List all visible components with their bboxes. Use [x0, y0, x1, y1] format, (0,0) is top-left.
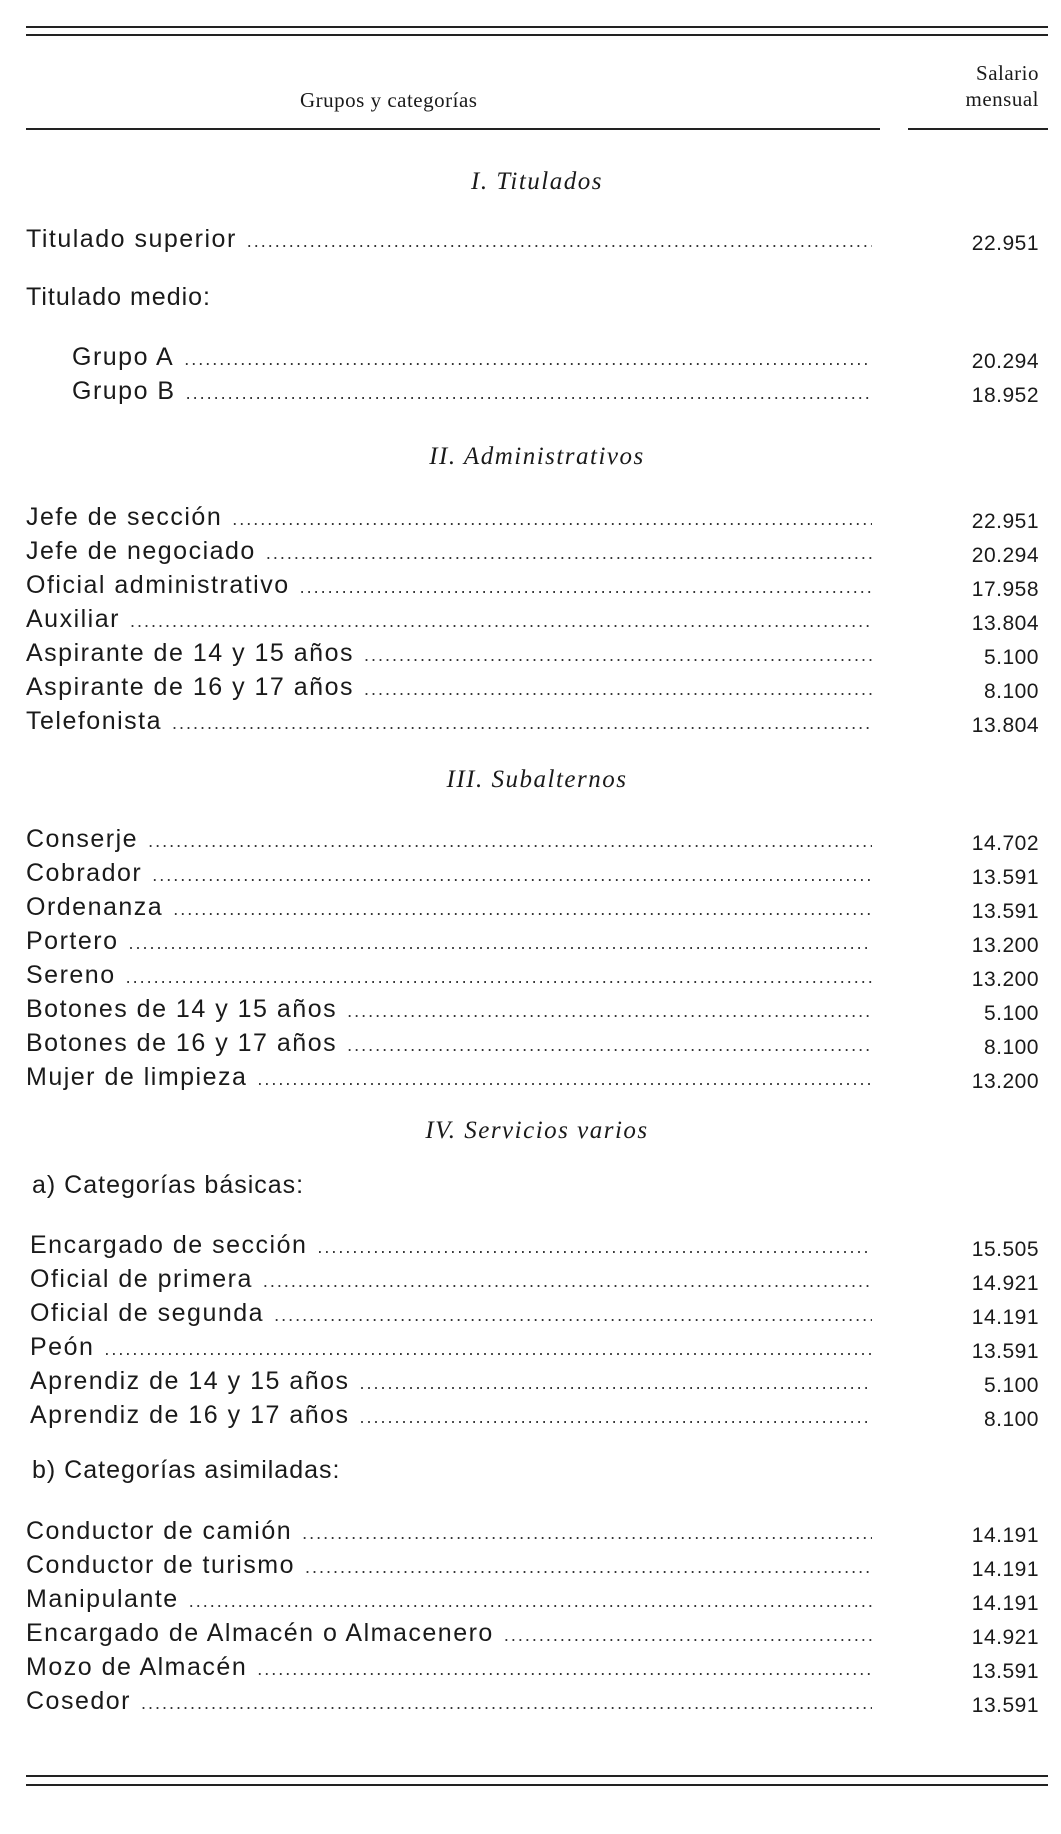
leader-dots [172, 713, 872, 734]
row-label: Conductor de camión [26, 1517, 293, 1545]
leader-dots [305, 1557, 872, 1578]
leader-dots [126, 967, 872, 988]
header-rule-left [26, 128, 880, 130]
table-row [26, 707, 872, 741]
leader-dots [274, 1305, 872, 1326]
row-label: Telefonista [26, 707, 163, 735]
row-label: Manipulante [26, 1585, 179, 1613]
row-value: 5.100 [983, 646, 1039, 669]
table-row [72, 343, 872, 377]
table-row [26, 995, 872, 1029]
leader-dots [128, 933, 872, 954]
leader-dots [266, 543, 872, 564]
row-value: 22.951 [971, 510, 1039, 533]
table-row [26, 893, 872, 927]
leader-dots [360, 1407, 872, 1428]
leader-dots [104, 1339, 872, 1360]
leader-dots [317, 1237, 872, 1258]
row-value: 13.200 [971, 1070, 1039, 1093]
row-value: 8.100 [983, 1036, 1039, 1059]
row-value: 14.191 [971, 1306, 1039, 1329]
leader-dots [347, 1001, 872, 1022]
table-row [26, 927, 872, 961]
row-label: Botones de 14 y 15 años [26, 995, 338, 1023]
table-row [30, 1333, 872, 1367]
section-title-administrativos: II. Administrativos [429, 443, 645, 470]
row-label: Aspirante de 16 y 17 años [26, 673, 354, 701]
table-row [26, 859, 872, 893]
leader-dots [148, 831, 872, 852]
table-row [26, 503, 872, 537]
salary-header-line2: mensual [965, 87, 1039, 111]
column-header-groups: Grupos y categorías [300, 88, 478, 112]
row-label: Portero [26, 927, 119, 955]
row-label: Encargado de Almacén o Almacenero [26, 1619, 494, 1647]
header-rule-right [908, 128, 1048, 130]
row-label: Grupo B [72, 377, 176, 405]
row-label: Sereno [26, 961, 116, 989]
subgroup-categorias-asimiladas: b) Categorías asimiladas: [32, 1456, 341, 1484]
table-row [26, 1687, 872, 1721]
subgroup-categorias-basicas: a) Categorías básicas: [32, 1171, 305, 1199]
row-value: 13.804 [971, 612, 1039, 635]
row-value: 5.100 [983, 1374, 1039, 1397]
top-double-rule [26, 26, 1048, 36]
leader-dots [130, 611, 872, 632]
row-value: 13.200 [971, 968, 1039, 991]
leader-dots [504, 1625, 872, 1646]
leader-dots [141, 1693, 872, 1714]
row-label: Mozo de Almacén [26, 1653, 248, 1681]
row-label: Cobrador [26, 859, 143, 887]
row-label: Mujer de limpieza [26, 1063, 248, 1091]
row-value: 14.191 [971, 1592, 1039, 1615]
row-label: Auxiliar [26, 605, 120, 633]
row-value: 13.591 [971, 1660, 1039, 1683]
table-row [30, 1299, 872, 1333]
leader-dots [300, 577, 872, 598]
row-label: Encargado de sección [30, 1231, 308, 1259]
row-value: 8.100 [983, 680, 1039, 703]
row-value: 14.191 [971, 1524, 1039, 1547]
section-title-titulados: I. Titulados [471, 168, 603, 195]
row-value: 17.958 [971, 578, 1039, 601]
row-label: Peón [30, 1333, 95, 1361]
table-row [26, 1063, 872, 1097]
row-label: Oficial administrativo [26, 571, 290, 599]
leader-dots [257, 1659, 872, 1680]
table-row [26, 605, 872, 639]
row-value: 14.191 [971, 1558, 1039, 1581]
row-value: 18.952 [971, 384, 1039, 407]
leader-dots [186, 383, 872, 404]
row-label: Jefe de sección [26, 503, 223, 531]
leader-dots [189, 1591, 872, 1612]
leader-dots [364, 645, 872, 666]
row-value: 5.100 [983, 1002, 1039, 1025]
row-value: 13.591 [971, 900, 1039, 923]
row-label: Botones de 16 y 17 años [26, 1029, 338, 1057]
section-title-servicios-varios: IV. Servicios varios [425, 1117, 649, 1144]
bottom-double-rule [26, 1775, 1048, 1786]
table-row [26, 1653, 872, 1687]
table-row [26, 1619, 872, 1653]
row-label: Oficial de segunda [30, 1299, 265, 1327]
row-value: 13.200 [971, 934, 1039, 957]
row-label: Jefe de negociado [26, 537, 256, 565]
table-row [26, 1551, 872, 1585]
section-title-subalternos: III. Subalternos [446, 766, 628, 793]
leader-dots [184, 349, 872, 370]
row-label: Aprendiz de 16 y 17 años [30, 1401, 350, 1429]
column-header-salary [899, 60, 1039, 112]
table-row [26, 1585, 872, 1619]
row-value: 13.804 [971, 714, 1039, 737]
leader-dots [232, 509, 872, 530]
leader-dots [257, 1069, 872, 1090]
leader-dots [347, 1035, 872, 1056]
leader-dots [247, 231, 872, 252]
row-label: Grupo A [72, 343, 175, 371]
leader-dots [263, 1271, 872, 1292]
row-value: 14.702 [971, 832, 1039, 855]
row-value: 14.921 [971, 1626, 1039, 1649]
row-value: 13.591 [971, 1694, 1039, 1717]
table-row [30, 1367, 872, 1401]
leader-dots [364, 679, 872, 700]
row-value: 15.505 [971, 1238, 1039, 1261]
table-row [26, 1029, 872, 1063]
row-label: Titulado superior [26, 225, 237, 253]
subgroup-titulado-medio: Titulado medio: [26, 283, 211, 311]
leader-dots [302, 1523, 872, 1544]
row-label: Conserje [26, 825, 139, 853]
table-row [26, 1517, 872, 1551]
table-row [26, 225, 872, 259]
row-label: Aprendiz de 14 y 15 años [30, 1367, 350, 1395]
table-row [72, 377, 872, 411]
row-value: 14.921 [971, 1272, 1039, 1295]
row-label: Oficial de primera [30, 1265, 253, 1293]
table-row [26, 639, 872, 673]
table-row [26, 537, 872, 571]
leader-dots [360, 1373, 872, 1394]
row-label: Conductor de turismo [26, 1551, 296, 1579]
table-row [26, 825, 872, 859]
table-row [30, 1401, 872, 1435]
row-value: 22.951 [971, 232, 1039, 255]
table-row [30, 1231, 872, 1265]
table-row [26, 673, 872, 707]
row-value: 13.591 [971, 1340, 1039, 1363]
row-label: Ordenanza [26, 893, 164, 921]
row-value: 13.591 [971, 866, 1039, 889]
row-label: Aspirante de 14 y 15 años [26, 639, 354, 667]
row-value: 8.100 [983, 1408, 1039, 1431]
salary-header-line1: Salario [976, 61, 1039, 85]
row-value: 20.294 [971, 350, 1039, 373]
row-value: 20.294 [971, 544, 1039, 567]
leader-dots [152, 865, 872, 886]
row-label: Cosedor [26, 1687, 131, 1715]
leader-dots [173, 899, 872, 920]
table-row [26, 571, 872, 605]
table-row [26, 961, 872, 995]
table-row [30, 1265, 872, 1299]
